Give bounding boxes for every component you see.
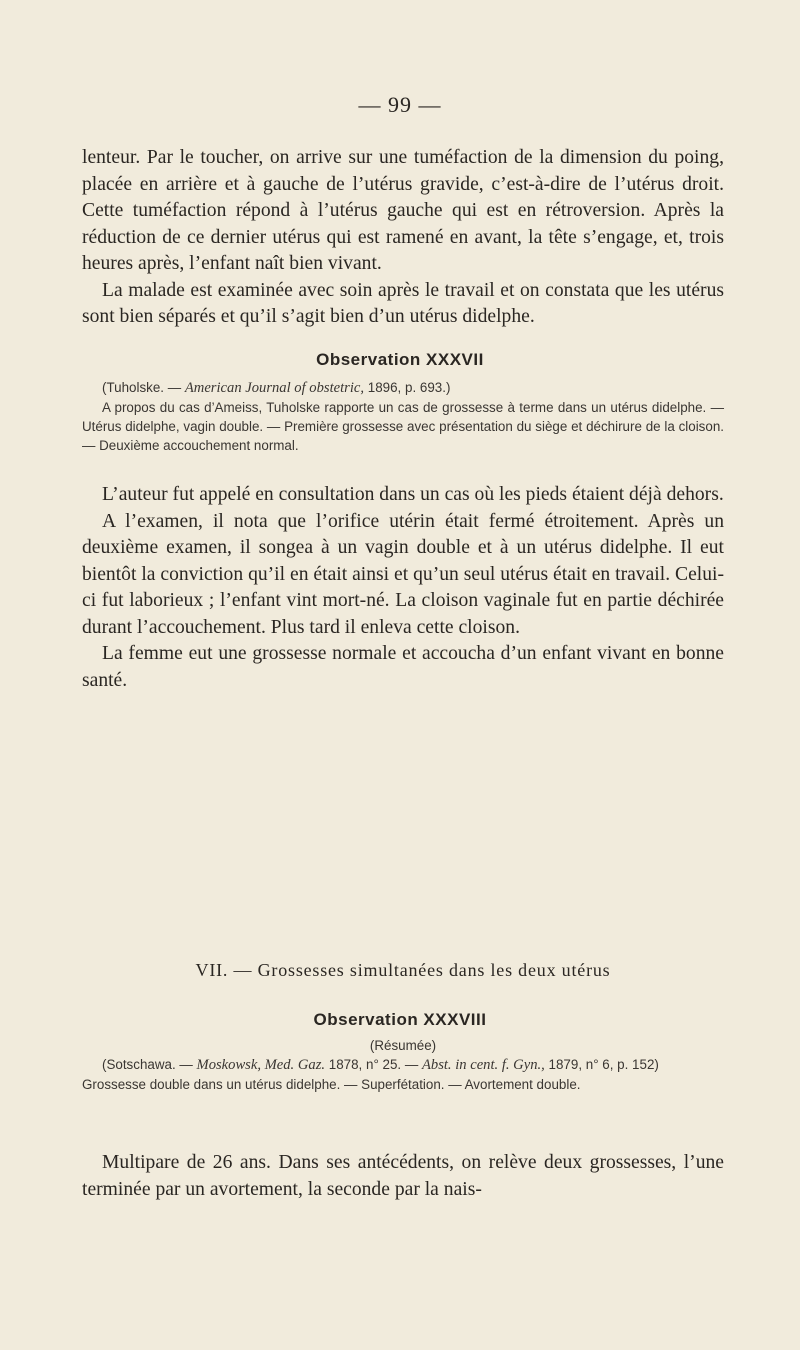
observation-xxxviii-text bbox=[82, 1150, 724, 1203]
source-citation bbox=[82, 378, 724, 398]
intro-text bbox=[82, 145, 724, 331]
citation-journal: American Journal of obstetric, bbox=[184, 380, 365, 396]
section-heading: VII. — Grossesses simultanées dans les deux utérus bbox=[195, 960, 611, 980]
paragraph: La femme eut une grossesse normale et accoucha d’un enfant vivant en bonne santé. bbox=[82, 643, 724, 691]
paragraph: Multipare de 26 ans. Dans ses antécédents, on relève deux grossesses, l’une terminée par un avortement, la seconde par la nais- bbox=[82, 1152, 724, 1200]
case-summary: Grossesse double dans un utérus didelphe. — Superfétation. — Avortement double. bbox=[82, 1077, 581, 1092]
paragraph: La malade est examinée avec soin après le travail et on constata que les utérus sont bien séparés et qu’il s’agit bien d’un utérus didelphe. bbox=[82, 279, 724, 327]
paragraph: lenteur. Par le toucher, on arrive sur une tuméfaction de la dimension du poing, placée en arrière et à gauche de l’utérus gravide, c’est-à-dire de l’utérus droit. Cette tuméfaction répond à l’utérus gauche qui est en rétroversion. Après la réduction de ce dernier utérus qui est ramené en avant, la tête s’engage, et, trois heures après, l’enfant naît bien vivant. bbox=[82, 147, 724, 274]
observation-subtitle: (Résumée) bbox=[369, 1038, 437, 1053]
page-number: — 99 — bbox=[358, 92, 442, 117]
observation-xxxvii-title: Observation XXXVII bbox=[316, 350, 484, 369]
paragraph: L’auteur fut appelé en consultation dans un cas où les pieds étaient déjà dehors. bbox=[102, 484, 724, 505]
citation-author: (Tuholske. — bbox=[102, 380, 182, 395]
observation-xxxviii-title: Observation XXXVIII bbox=[313, 1010, 487, 1029]
paragraph: A l’examen, il nota que l’orifice utérin était fermé étroitement. Après un deuxième examen, il songea à un vagin double et à un utérus didelphe. Il eut bientôt la conviction qu’il en était ainsi et qu’un seul utérus était en travail. Celui-ci fut laborieux ; l’enfant vint mort-né. La cloison vaginale fut en partie déchirée durant l’accouchement. Plus tard il enleva cette cloison. bbox=[82, 510, 724, 638]
citation-author: (Sotschawa. — bbox=[102, 1057, 193, 1072]
source-citation bbox=[82, 1055, 724, 1075]
citation-details: 1878, n° 25. — bbox=[328, 1057, 419, 1072]
observation-xxxviii-reference bbox=[82, 1036, 724, 1094]
case-summary: A propos du cas d’Ameiss, Tuholske rapporte un cas de grossesse à terme dans un utérus didelphe. — Utérus didelphe, vagin double. — Première grossesse avec présentation du siège et déchirure de la cloison. — Deuxième accouchement normal. bbox=[82, 400, 724, 453]
citation-journal: Moskowsk, Med. Gaz. bbox=[196, 1057, 326, 1073]
citation-details: 1896, p. 693.) bbox=[367, 380, 451, 395]
observation-xxxvii-reference bbox=[82, 378, 724, 455]
citation-pages: 1879, n° 6, p. 152) bbox=[548, 1057, 659, 1072]
citation-abstract: Abst. in cent. f. Gyn., bbox=[421, 1057, 545, 1073]
observation-xxxvii-text bbox=[82, 482, 724, 694]
